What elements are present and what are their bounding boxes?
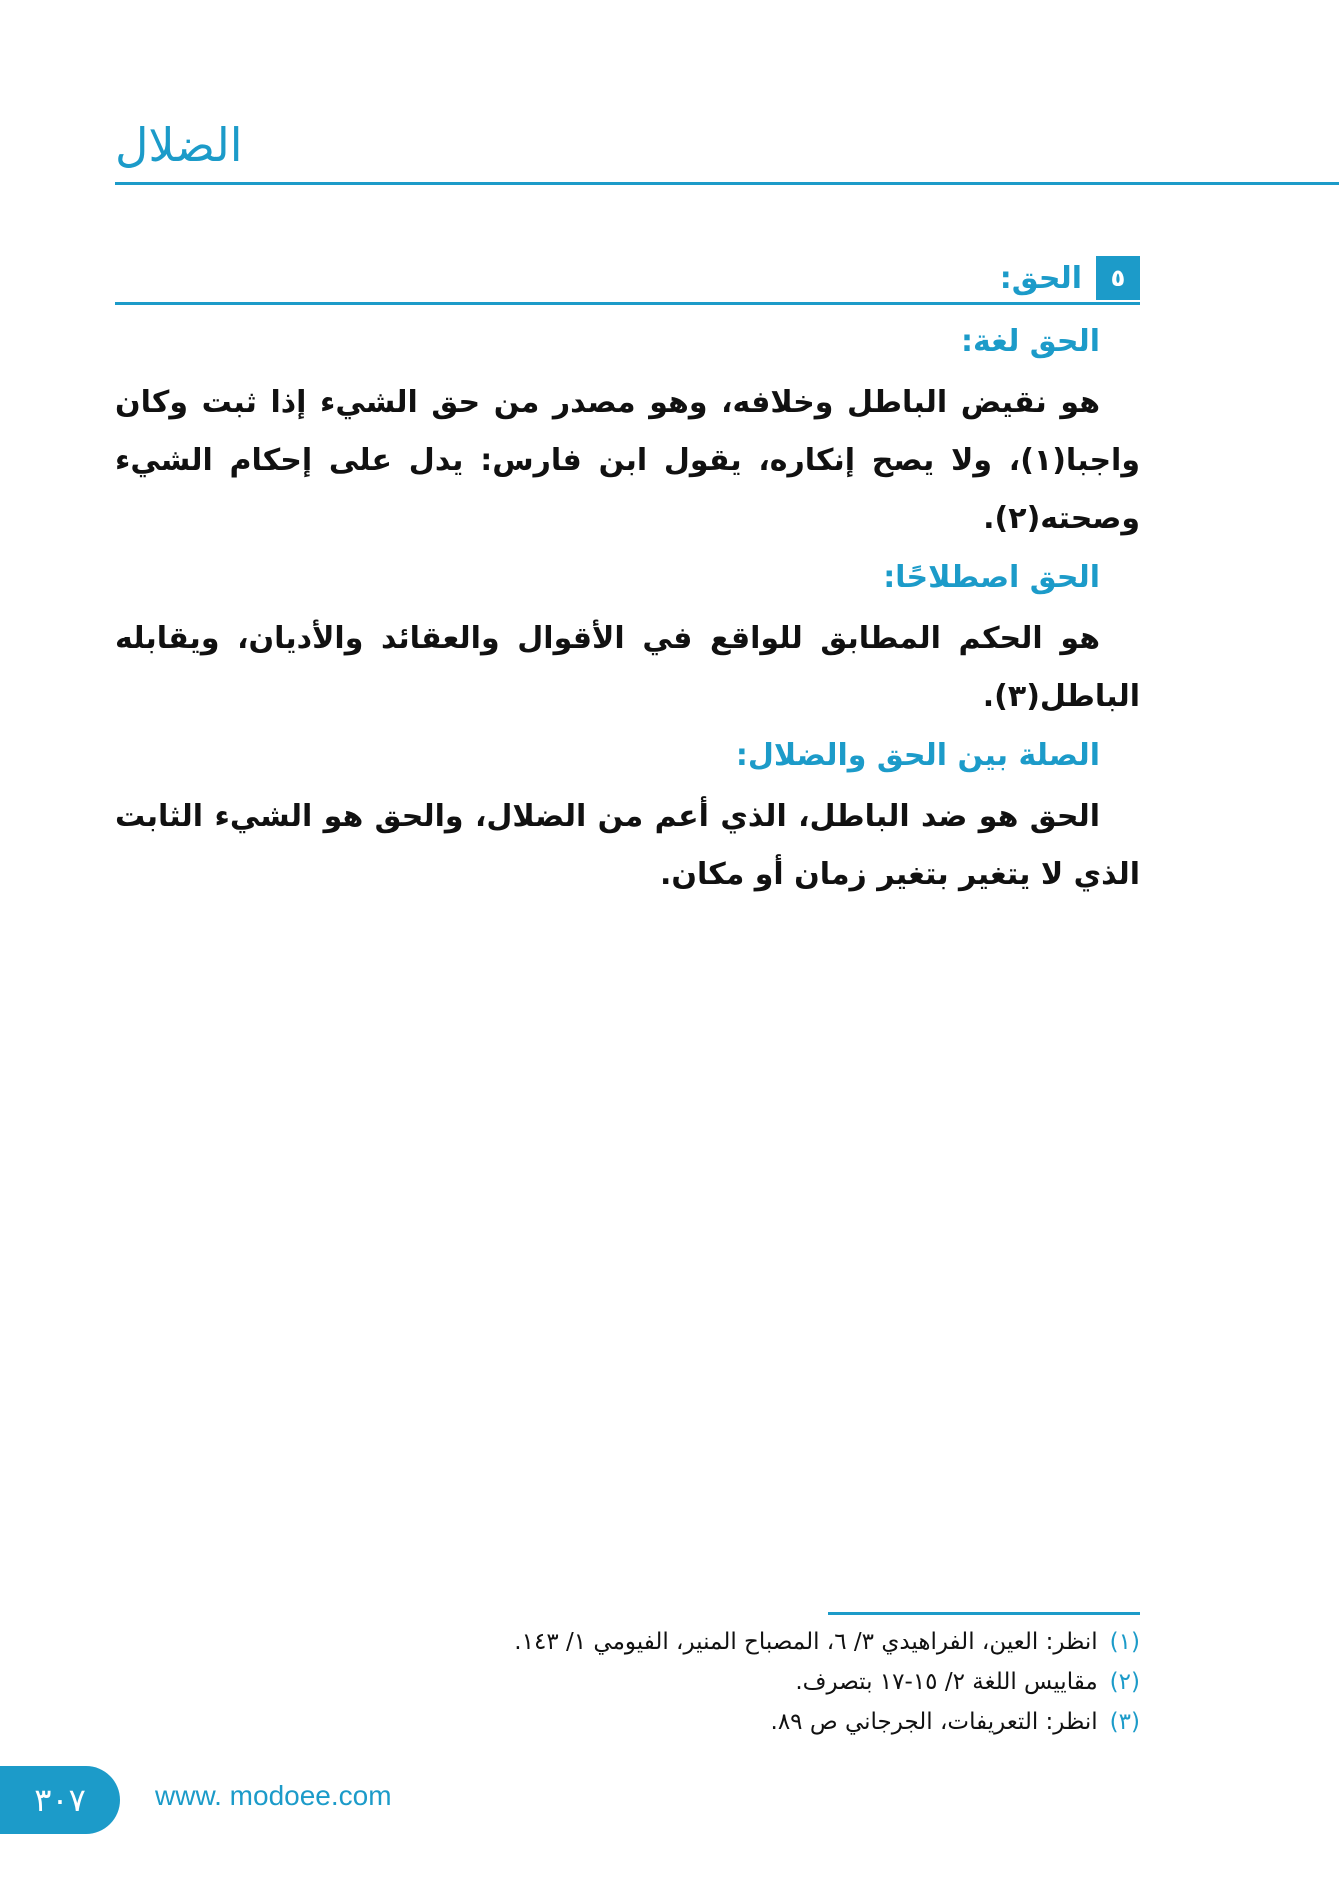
footnote-divider [828, 1612, 1140, 1615]
subheading-linguistic: الحق لغة: [960, 324, 1100, 359]
footnotes-list [115, 1622, 1140, 1742]
page-number-tab: ٣٠٧ [0, 1766, 120, 1834]
footnote-number: (١) [1109, 1629, 1140, 1655]
paragraph-terminology: هو الحكم المطابق للواقع في الأقوال والعقائد والأديان، ويقابله الباطل(٣). [115, 621, 1140, 714]
subheading-terminology: الحق اصطلاحًا: [883, 560, 1100, 595]
footnote-item [115, 1702, 1140, 1742]
article-body [115, 318, 1140, 910]
footnote-text: انظر: التعريفات، الجرجاني ص ٨٩. [770, 1709, 1098, 1735]
page-title: الضلال [115, 118, 243, 172]
footnote-number: (٣) [1109, 1709, 1140, 1735]
footnote-item [115, 1622, 1140, 1662]
footnote-text: مقاييس اللغة ٢/ ١٥-١٧ بتصرف. [795, 1669, 1098, 1695]
footnote-text: انظر: العين، الفراهيدي ٣/ ٦، المصباح المنير، الفيومي ١/ ١٤٣. [514, 1629, 1098, 1655]
subheading-relation: الصلة بين الحق والضلال: [735, 738, 1100, 773]
footnote-item [115, 1662, 1140, 1702]
paragraph-relation: الحق هو ضد الباطل، الذي أعم من الضلال، والحق هو الشيء الثابت الذي لا يتغير بتغير زمان أو مكان. [115, 799, 1140, 892]
section-title: الحق: [999, 260, 1082, 296]
section-number-badge: ٥ [1096, 256, 1140, 300]
section-divider [115, 302, 1140, 305]
paragraph-linguistic: هو نقيض الباطل وخلافه، وهو مصدر من حق الشيء إذا ثبت وكان واجبا(١)، ولا يصح إنكاره، يقول ابن فارس: يدل على إحكام الشيء وصحته(٢). [115, 385, 1140, 536]
section-header [115, 254, 1140, 302]
footnote-number: (٢) [1109, 1669, 1140, 1695]
website-link[interactable]: www. modoee.com [155, 1780, 392, 1811]
header-divider [115, 182, 1339, 185]
